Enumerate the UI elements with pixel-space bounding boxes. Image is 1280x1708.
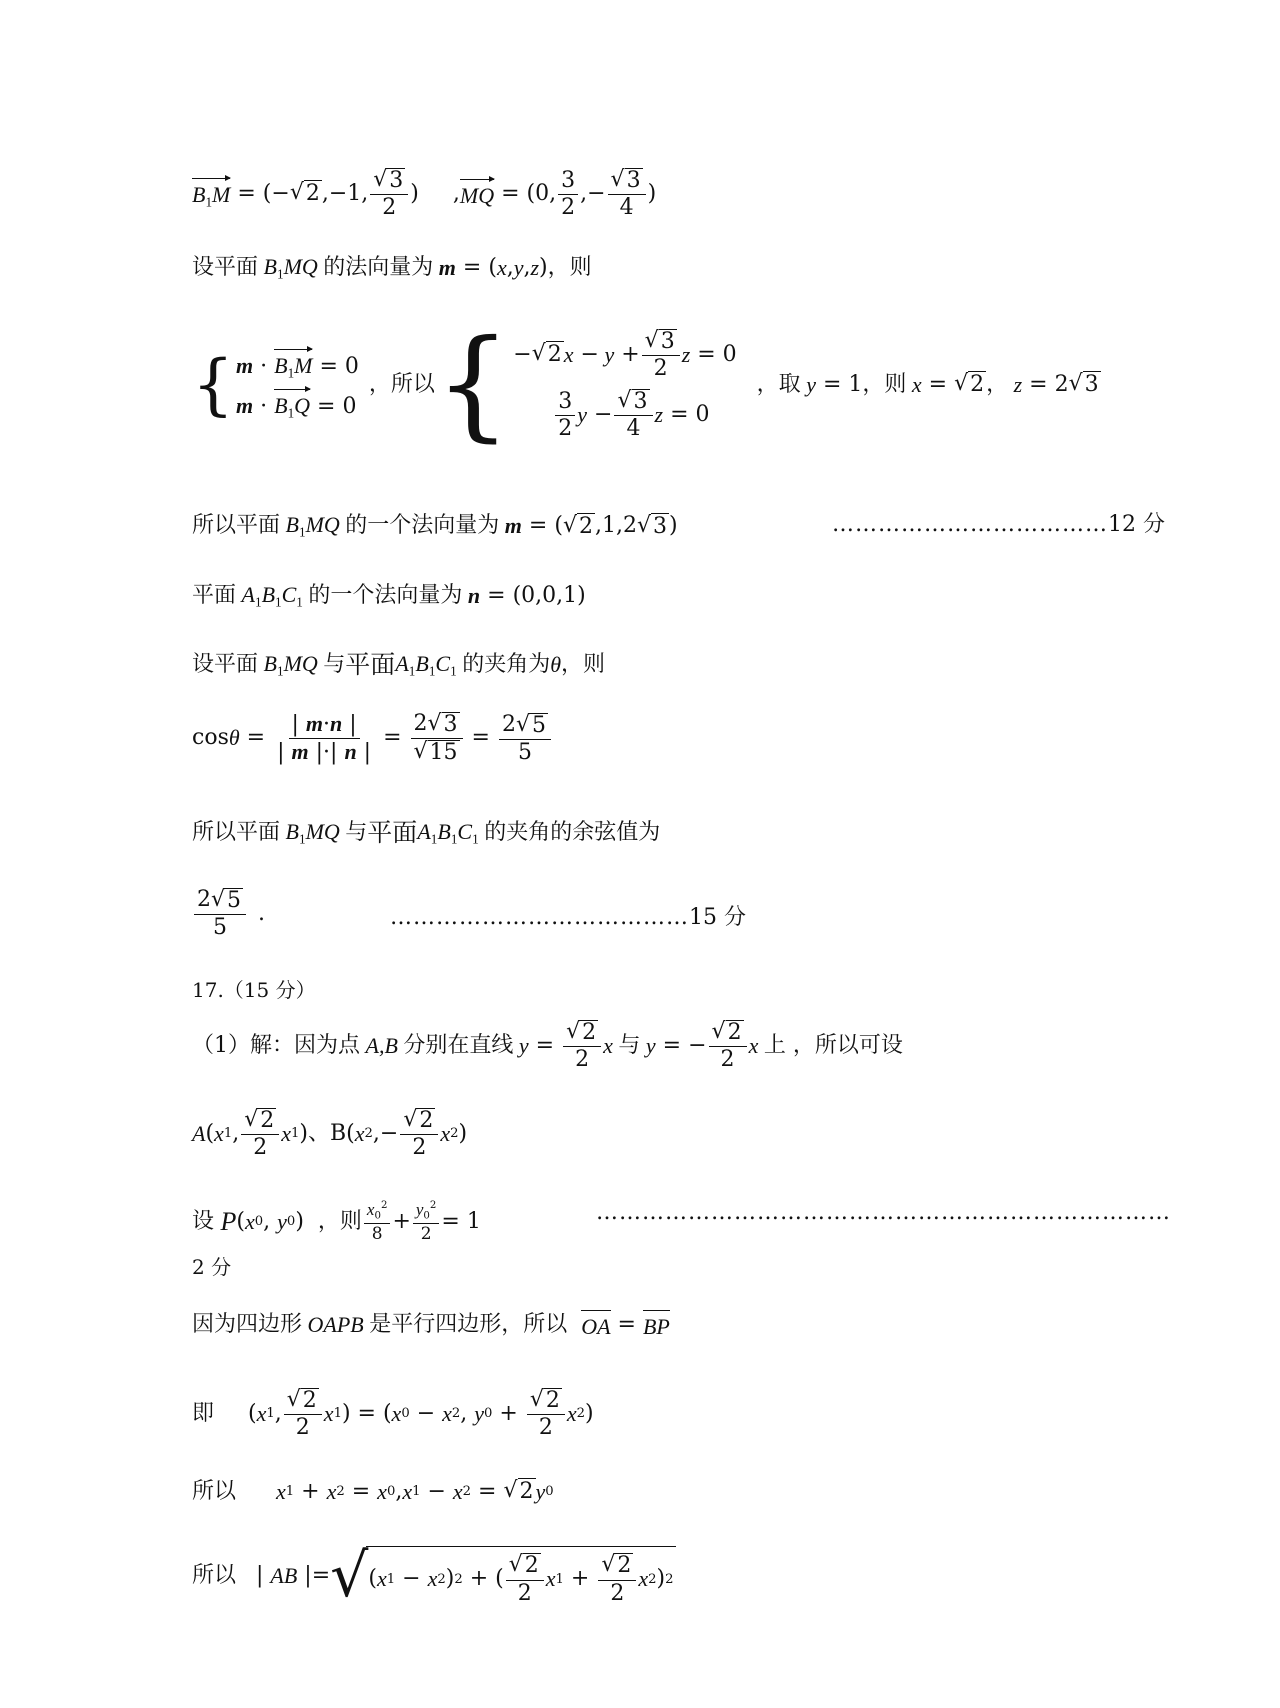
left-brace-2: { [434, 315, 512, 454]
vector-b1m: $B_1M$ [192, 178, 230, 210]
vector-line: $B_1M$ = (− √ 2 ,−1, √ 3 2 ) , MQ = (0, $\frac{3}{2}$ ,− √ 3 4 ) [192, 167, 657, 221]
cos-formula: cos θ = $\frac{| m\cdot n |}{| m |\cdot| n |}$ = 2 √ 3 √ 15 = 2 √ 5 5 [192, 712, 553, 765]
equation-systems: { $m \cdot B_1M = 0$ $m \cdot B_1Q = 0$ ，所以 { − √ 2 x − y + √ 3 2 z = 0 $\frac{3}{2}$ y − √ 3 4 z = 0 ，取 y = 1 ，则 x = √ 2 ， z = 2 √ 3 [192, 315, 1099, 454]
score-2 [192, 1255, 231, 1279]
text-jiajiao-wei: 的夹角为 [462, 651, 551, 677]
text-suoyi-pingmian-2: 所以平面 [192, 819, 281, 845]
text-yu-3: 与 [618, 1032, 641, 1058]
text-ze: ，则 [547, 255, 592, 281]
text-yige-faxiangliang-2: 的一个法向量为 [308, 583, 463, 609]
text-suoyi: ，所以 [368, 371, 435, 397]
text-ji: 即 [192, 1400, 215, 1426]
text-she-pingmian-2: 设平面 [192, 651, 259, 677]
set-p-line: 设 P ( x 0 , y 0 ) ，则 $\frac{x_0^2}{8}$ + $\frac{y_0^2}{2}$ = 1 [192, 1200, 481, 1244]
text-she-pingmian: 设平面 [192, 255, 259, 281]
vector-bp: BP [643, 1310, 670, 1340]
text-yu: 与 [323, 651, 346, 677]
text-ze2: ，则 [862, 371, 907, 397]
dots-15: ………………………………… [390, 905, 689, 930]
text-pingmian: 平面 [192, 583, 237, 609]
text-yinwei: 因为四边形 [192, 1312, 303, 1337]
final-value-line: 2 √ 5 5 . [192, 888, 265, 940]
system-2: − √ 2 x − y + √ 3 2 z = 0 $\frac{3}{2}$ y − √ 3 4 z = 0 [513, 327, 737, 442]
cosine-result-line: 所以平面 $B_1MQ$ 与 平面 $A_1B_1C_1$ 的夹角的余弦值为 [192, 818, 661, 847]
q17-title: 17.（15 分） [192, 978, 316, 1002]
text-shang: 上 ，所以可设 [763, 1032, 903, 1058]
q17-part1-line: （1）解：因为点 A,B 分别在直线 y = √ 2 2 x 与 y = − √ 2 2 x 上 ，所以可设 [192, 1019, 903, 1073]
normal-n-line: 平面 $A_1B_1C_1$ 的一个法向量为 n = (0,0,1) [192, 582, 586, 610]
text-suoyi-3: 所以 [192, 1562, 237, 1588]
score-15-label: 15 分 [689, 905, 746, 930]
vector-oa: OA [581, 1310, 610, 1340]
dots-12: ……………………………… [832, 512, 1108, 537]
text-comma: ， [986, 371, 1009, 397]
text-pingmian-big-2: 平面 [367, 818, 418, 847]
score-2-dots [596, 1200, 1171, 1226]
text-shi-pingxing: 是平行四边形，所以 [369, 1312, 568, 1337]
text-fenbie: 分别在直线 [403, 1032, 514, 1058]
text-suoyi-pingmian: 所以平面 [192, 513, 281, 539]
score-15 [390, 905, 746, 931]
score-2-label: 2 分 [192, 1255, 232, 1279]
normal-intro-line: 设平面 $B_1MQ$ 的法向量为 m = ( x , y , z ) ，则 [192, 254, 592, 282]
text-ze-4: ，则 [317, 1208, 362, 1234]
text-dun: 、 [307, 1120, 330, 1146]
text-jie: （1）解：因为点 [192, 1032, 360, 1058]
text-faxiangliang: 的法向量为 [323, 255, 434, 281]
sum-diff-line: 所以 x 1 + x 2 = x 0 , x 1 − x 2 = √ 2 y 0 [192, 1478, 554, 1504]
system-1: $m \cdot B_1M = 0$ $m \cdot B_1Q = 0$ [236, 349, 359, 422]
text-period: . [258, 900, 266, 926]
text-yu-2: 与 [345, 819, 368, 845]
score-12-label: 12 分 [1108, 512, 1165, 537]
text-ze-3: ，则 [561, 651, 606, 677]
vector-mq: MQ [460, 179, 494, 209]
score-12 [832, 512, 1165, 538]
ji-line: 即 ( x 1 , √ 2 2 x 1 ) = ( x 0 − x 2 , y 0 + √ 2 2 x 2 ) [192, 1387, 594, 1441]
text-qu: ，取 [756, 371, 801, 397]
q17-header [192, 978, 316, 1002]
normal-m-line: 所以平面 $B_1MQ$ 的一个法向量为 m = ( √ 2 ,1,2 √ 3 ) [192, 512, 678, 540]
text-suoyi-2: 所以 [192, 1478, 237, 1504]
text-jiajiao-yuxian: 的夹角的余弦值为 [484, 819, 661, 845]
dots-2: ………………………………………………………………… [596, 1200, 1171, 1225]
text-yige-faxiangliang: 的一个法向量为 [345, 513, 500, 539]
angle-intro-line: 设平面 $B_1MQ$ 与 平面 $A_1B_1C_1$ 的夹角为 θ ，则 [192, 650, 606, 679]
text-pingmian-big: 平面 [345, 650, 396, 679]
ab-length-line: 所以 | AB |= √ ( x 1 − x 2 ) 2 + ( √ 2 2 x 1 + √ 2 2 x 2 ) 2 [192, 1541, 674, 1611]
points-ab-line: A ( x 1 , √ 2 2 x 1 ) 、 B( x 2 ,− √ 2 2 x 2 ) [192, 1107, 468, 1161]
text-she: 设 [192, 1208, 215, 1234]
parallelogram-line: 因为四边形 OAPB 是平行四边形，所以 OA = BP [192, 1312, 670, 1339]
left-brace-1: { [192, 346, 234, 423]
